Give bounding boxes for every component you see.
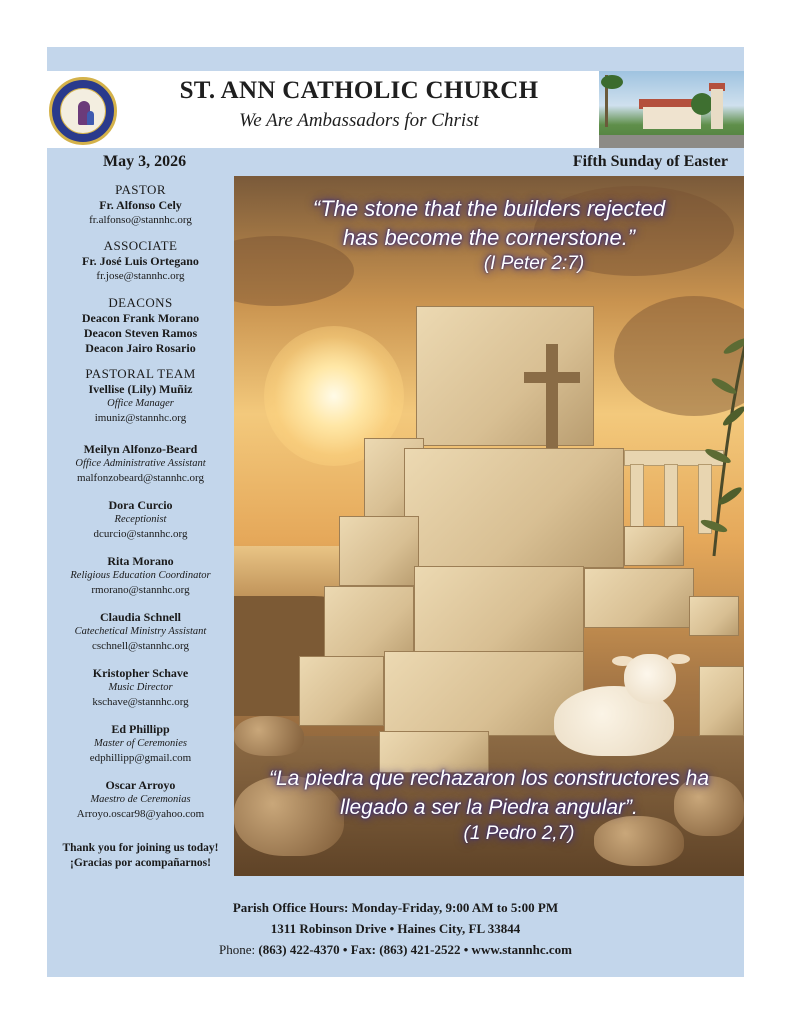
staff-member: [47, 666, 234, 710]
stone-block: [339, 516, 419, 586]
staff-name: Kristopher Schave: [92, 666, 189, 680]
bulletin-date: May 3, 2026: [103, 153, 187, 170]
thanks-english: Thank you for joining us today!: [62, 842, 219, 854]
scripture-quote-spanish: [242, 764, 736, 822]
staff-name: Rita Morano: [107, 554, 174, 568]
road: [599, 135, 744, 148]
staff-role: Receptionist: [114, 514, 167, 525]
stone-block: [404, 448, 624, 568]
date-bar: [47, 148, 744, 176]
stone-block: [414, 566, 584, 656]
palm-tree: [605, 75, 608, 127]
staff-member: [47, 610, 234, 654]
staff-role: Religious Education Coordinator: [70, 570, 211, 581]
staff-role: Catechetical Ministry Assistant: [74, 626, 207, 637]
staff-member: [47, 442, 234, 486]
staff-email[interactable]: imuniz@stannhc.org: [94, 412, 187, 424]
scripture-quote-english: [274, 194, 704, 252]
bulletin-cover: [47, 47, 744, 977]
staff-role: Maestro de Ceremonias: [90, 794, 191, 805]
staff-member: [47, 722, 234, 766]
staff-name: Fr. Alfonso Cely: [99, 198, 182, 212]
parish-contact-footer: [47, 876, 744, 977]
olive-branch-icon: [674, 306, 744, 566]
tree: [691, 93, 713, 115]
staff-name: Deacon Steven Ramos: [83, 326, 198, 340]
staff-role: Office Administrative Assistant: [75, 458, 206, 469]
staff-name: Deacon Jairo Rosario: [85, 341, 196, 355]
quote-line: “La piedra que rechazaron los constructores ha: [268, 767, 710, 790]
staff-member: [47, 498, 234, 542]
office-hours: Parish Office Hours: Monday-Friday, 9:00 AM to 5:00 PM: [232, 900, 559, 915]
cross-icon-bar: [524, 372, 580, 383]
staff-email[interactable]: fr.jose@stannhc.org: [96, 270, 185, 282]
stone-block: [299, 656, 384, 726]
scripture-reference-english: (I Peter 2:7): [483, 253, 585, 274]
associate-block: [47, 238, 234, 284]
church-name: ST. ANN CATHOLIC CHURCH: [179, 77, 539, 104]
pastor-block: [47, 182, 234, 228]
quote-line: “The stone that the builders rejected: [312, 196, 666, 221]
church-motto: We Are Ambassadors for Christ: [239, 110, 479, 131]
staff-member: [47, 554, 234, 598]
phone-label: Phone:: [219, 942, 256, 957]
section-heading: ASSOCIATE: [103, 238, 178, 253]
liturgical-day: Fifth Sunday of Easter: [572, 153, 728, 170]
staff-email[interactable]: dcurcio@stannhc.org: [93, 528, 188, 540]
stone-block: [689, 596, 739, 636]
header: [47, 71, 744, 148]
child-mary-figure-icon: [87, 111, 94, 125]
section-heading: PASTOR: [115, 182, 166, 197]
church-building-photo: [599, 71, 744, 148]
thanks-spanish: ¡Gracias por acompañarnos!: [70, 857, 211, 869]
stone-block: [584, 568, 694, 628]
fax-label: • Fax:: [342, 942, 376, 957]
staff-sidebar: [47, 176, 234, 876]
cornerstone-cover-image: [234, 176, 744, 876]
staff-email[interactable]: rmorano@stannhc.org: [91, 584, 190, 596]
lamb-head: [624, 654, 676, 704]
contact-line: [47, 939, 744, 960]
staff-member: [47, 778, 234, 822]
deacons-block: [47, 295, 234, 356]
staff-email[interactable]: Arroyo.oscar98@yahoo.com: [76, 808, 205, 820]
staff-name: Ivellise (Lily) Muñiz: [88, 382, 193, 396]
quote-line: llegado a ser la Piedra angular”.: [340, 796, 638, 819]
parish-seal-icon: [49, 77, 117, 145]
staff-role: Office Manager: [107, 398, 174, 409]
section-heading: PASTORAL TEAM: [85, 366, 196, 381]
staff-role: Master of Ceremonies: [94, 738, 187, 749]
rock: [234, 716, 304, 756]
staff-name: Oscar Arroyo: [105, 778, 176, 792]
section-heading: DEACONS: [108, 295, 173, 310]
seal-inner: [60, 88, 106, 134]
website-link[interactable]: • www.stannhc.com: [463, 942, 572, 957]
bell-tower: [711, 89, 723, 129]
staff-name: Meilyn Alfonzo-Beard: [83, 442, 198, 456]
staff-name: Ed Phillipp: [111, 722, 170, 736]
quote-line: has become the cornerstone.”: [342, 225, 636, 250]
staff-email[interactable]: cschnell@stannhc.org: [92, 640, 189, 652]
cross-icon: [546, 344, 558, 448]
thanks-message: [47, 841, 234, 871]
pastoral-team-block: [47, 366, 234, 426]
stone-block: [699, 666, 744, 736]
staff-email[interactable]: fr.alfonso@stannhc.org: [89, 214, 192, 226]
phone-number[interactable]: (863) 422-4370: [258, 942, 340, 957]
fax-number: (863) 421-2522: [379, 942, 461, 957]
staff-name: Dora Curcio: [108, 498, 173, 512]
staff-name: Claudia Schnell: [99, 610, 182, 624]
staff-email[interactable]: edphillipp@gmail.com: [89, 752, 192, 764]
scripture-reference-spanish: (1 Pedro 2,7): [463, 823, 575, 844]
staff-email[interactable]: malfonzobeard@stannhc.org: [77, 472, 204, 484]
staff-role: Music Director: [108, 682, 173, 693]
parish-address: 1311 Robinson Drive • Haines City, FL 33844: [270, 921, 521, 936]
ruin-column: [630, 464, 644, 534]
staff-name: Fr. José Luis Ortegano: [82, 254, 199, 268]
staff-name: Deacon Frank Morano: [81, 311, 200, 325]
stone-block: [624, 526, 684, 566]
staff-email[interactable]: kschave@stannhc.org: [92, 696, 189, 708]
top-band: [47, 47, 744, 71]
